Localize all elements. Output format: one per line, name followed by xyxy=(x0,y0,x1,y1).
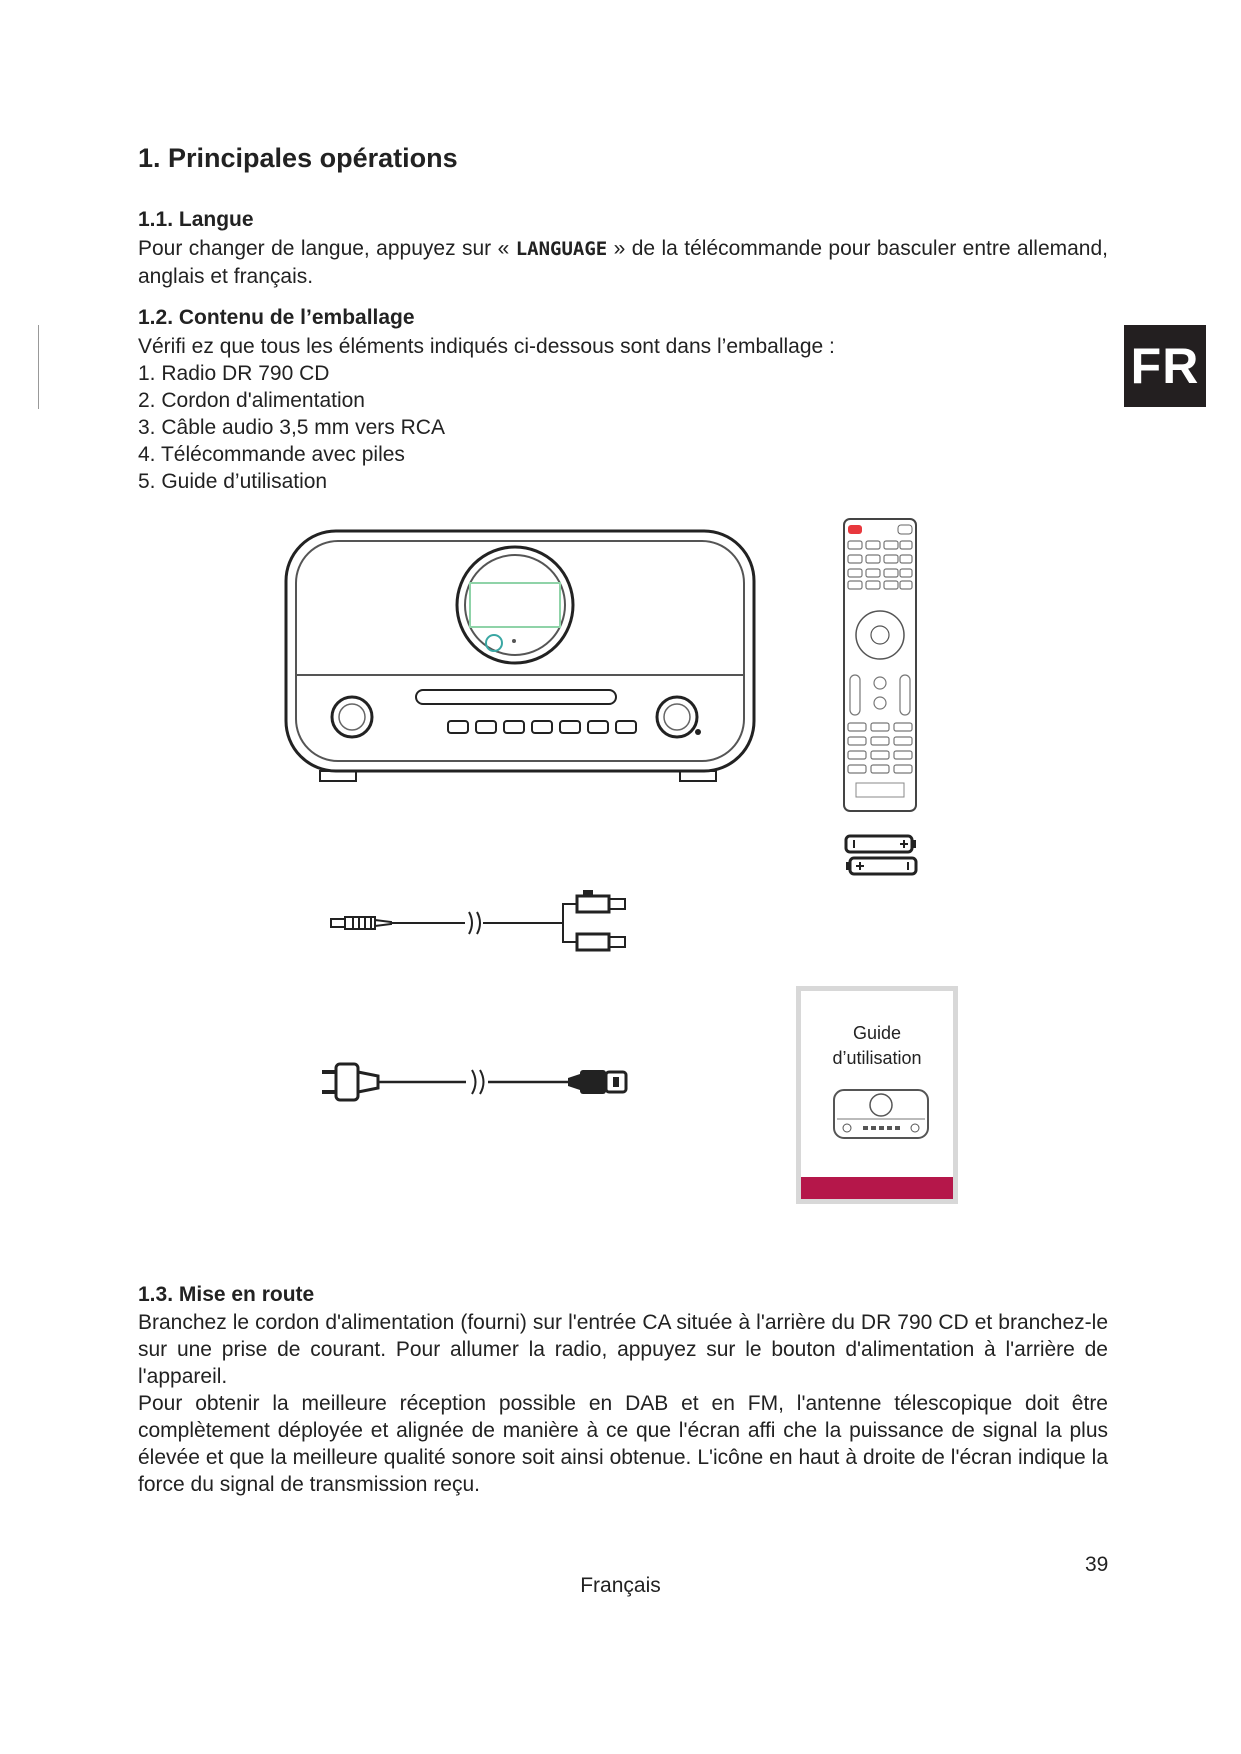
batteries-illustration xyxy=(842,832,922,880)
langue-paragraph xyxy=(138,235,1108,290)
language-key-label: LANGUAGE xyxy=(515,238,608,260)
list-item: 2. Cordon d'alimentation xyxy=(138,389,365,412)
section-title: 1. Principales opérations xyxy=(138,143,458,173)
margin-rule xyxy=(38,325,39,409)
mise-en-route-heading: 1.3. Mise en route xyxy=(138,1283,315,1306)
user-guide-booklet xyxy=(796,986,958,1204)
guide-title xyxy=(801,1021,953,1071)
audio-cable-illustration xyxy=(325,888,645,962)
langue-text-before: Pour changer de langue, appuyez sur « xyxy=(138,237,516,260)
power-cord-illustration xyxy=(318,1058,638,1108)
footer-language: Français xyxy=(580,1574,661,1597)
langue-heading: 1.1. Langue xyxy=(138,208,254,231)
language-tab-label: FR xyxy=(1130,338,1200,394)
mise-en-route-paragraph-1: Branchez le cordon d'alimentation (fourni) sur l'entrée CA située à l'arrière du DR 790 CD et branchez-le sur une prise de courant. Pour allumer la radio, appuyez sur le bouton d'alimentation à l'arrière de l'appareil. xyxy=(138,1311,1108,1388)
package-contents-list xyxy=(138,360,445,495)
emballage-heading: 1.2. Contenu de l’emballage xyxy=(138,306,415,329)
guide-radio-thumbnail xyxy=(831,1087,931,1143)
list-item: 5. Guide d’utilisation xyxy=(138,470,328,493)
list-item: 4. Télécommande avec piles xyxy=(138,443,405,466)
guide-title-line1: Guide xyxy=(852,1023,902,1043)
emballage-intro: Vérifi ez que tous les éléments indiqués ci-dessous sont dans l’emballage : xyxy=(138,335,835,358)
guide-cover-band xyxy=(801,1177,953,1199)
list-item: 3. Câble audio 3,5 mm vers RCA xyxy=(138,416,445,439)
mise-en-route-paragraph-2: Pour obtenir la meilleure réception possible en DAB et en FM, l'antenne télescopique doit être complètement déployée et alignée de manière à ce que l'écran affi che la puissance de signal la plus élevée et que la meilleure qualité sonore soit ainsi obtenue. L'icône en haut à droite de l'écran indique la force du signal de transmission reçu. xyxy=(138,1392,1108,1496)
radio-illustration xyxy=(280,525,760,787)
language-tab xyxy=(1124,325,1206,407)
list-item: 1. Radio DR 790 CD xyxy=(138,362,330,385)
guide-title-line2: d’utilisation xyxy=(832,1048,922,1068)
langue-text-after: » de la télécommande pour basculer entre allemand, anglais et français. xyxy=(138,237,1109,288)
page-number: 39 xyxy=(1085,1553,1109,1576)
remote-control-illustration xyxy=(840,515,920,815)
